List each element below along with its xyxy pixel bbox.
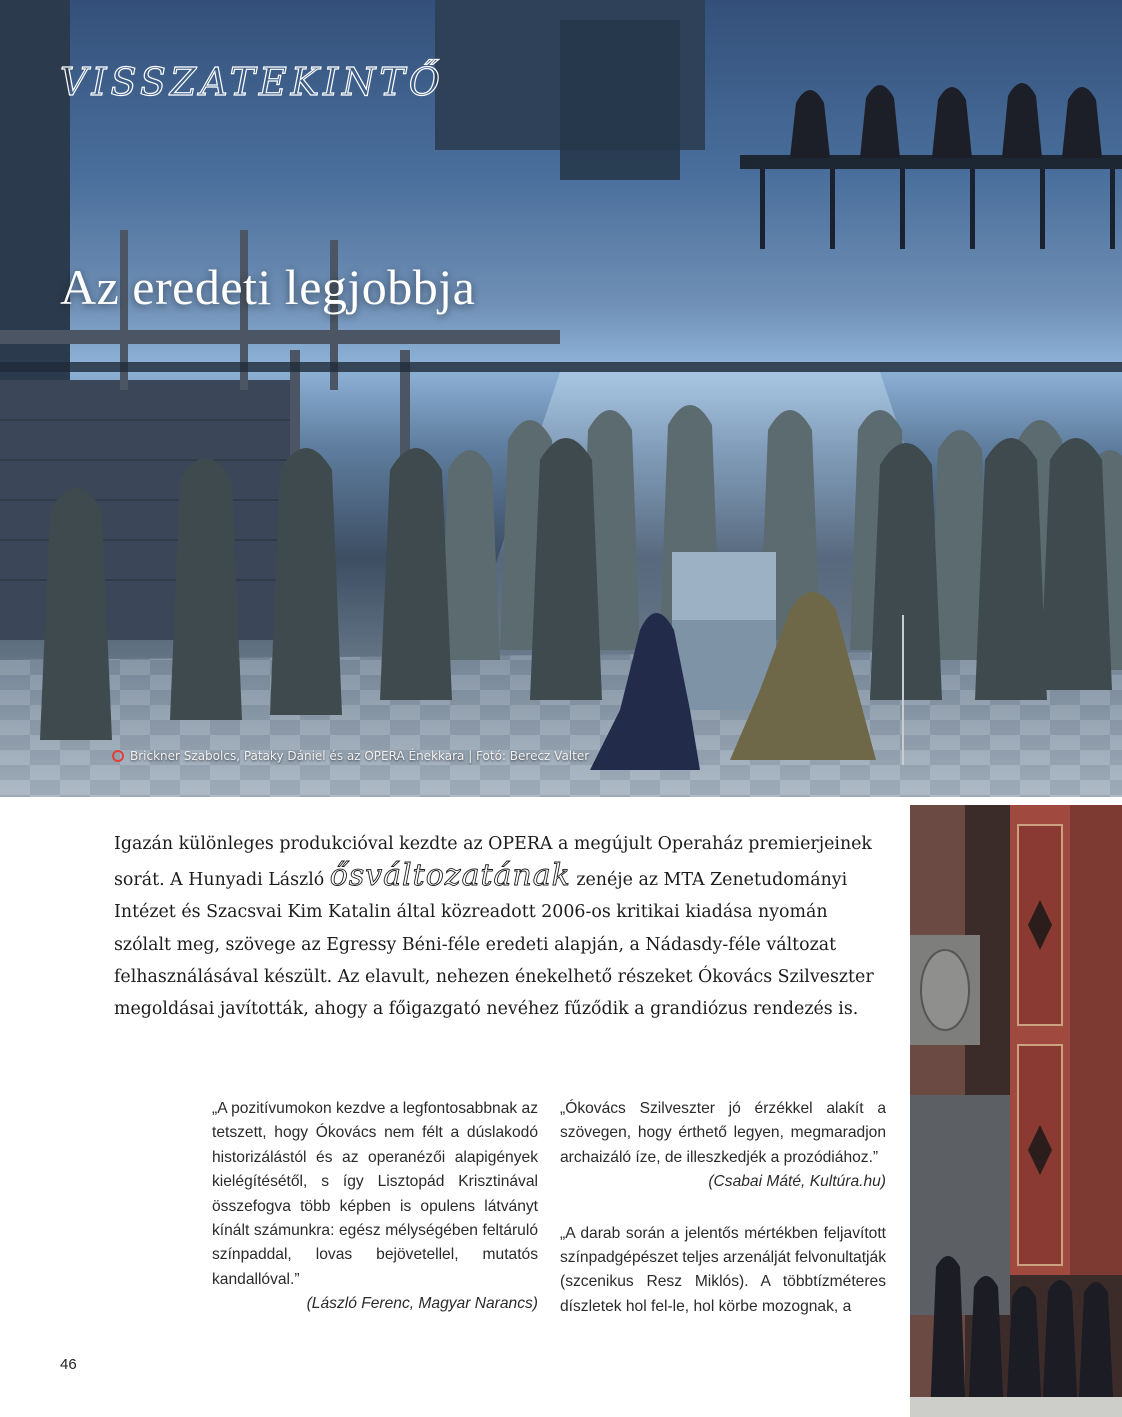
press-quote: „A pozitívumokon kezdve a legfontosabbnak az tetszett, hogy Ókovács nem félt a dúslakodó historizálástól és az operanézői alapigények kielégítésétől, s így Lisztopád Krisztinával összefogva több képben is opulens látványt kínált számunkra: egész mélységében feltáruló színpaddal, lovas bejövetellel, mutatós kandallóval.” <box>212 1100 538 1288</box>
section-kicker: VISSZATEKINTŐ <box>60 60 444 104</box>
circle-bullet-icon <box>112 750 124 762</box>
page-number: 46 <box>60 1356 77 1373</box>
quote-attribution: (László Ferenc, Magyar Narancs) <box>306 1295 538 1313</box>
quote-column-right <box>560 1097 886 1319</box>
lead-text-end: zenéje az MTA Zenetudományi Intézet és Szacsvai Kim Katalin által közreadott 2006-os kritikai kiadása nyomán szólalt meg, szövege az Egressy Béni-féle eredeti alapján, a Nádasdy-féle változat felhasználásával készült. Az elavult, nehezen énekelhető részeket Ókovács Szilveszter megoldásai javították, ahogy a főigazgató nevéhez fűződik a grandiózus rendezés is. <box>114 870 874 1020</box>
spacer <box>560 1195 886 1222</box>
press-quote: „Ókovács Szilveszter jó érzékkel alakít a szövegen, hogy érthető legyen, megmaradjon archaizáló íze, de illeszkedjék a prozódiához.” <box>560 1100 886 1166</box>
side-photo <box>910 805 1122 1417</box>
article-headline: Az eredeti legjobbja <box>60 259 476 315</box>
quote-column-left <box>212 1097 538 1317</box>
lead-text-start: Igazán különleges produkcióval kezdte az OPERA a megújult Operaház premierjeinek sorát. A Hunyadi László <box>114 834 872 891</box>
quote-attribution: (Csabai Máté, Kultúra.hu) <box>708 1173 886 1191</box>
photo-caption <box>112 749 589 763</box>
lead-paragraph <box>114 828 876 1025</box>
stage-interior-illustration <box>910 805 1122 1417</box>
press-quote: „A darab során a jelentős mértékben feljavított színpadgépészet teljes arzenálját felvonultatják (szcenikus Resz Miklós). A többtízméteres díszletek hol fel-le, hol körbe mozognak, a <box>560 1224 886 1315</box>
photo-caption-text: Brickner Szabolcs, Pataky Dániel és az OPERA Énekkara | Fotó: Berecz Valter <box>130 749 590 763</box>
lead-emphasis: ősváltozatának <box>329 858 571 894</box>
